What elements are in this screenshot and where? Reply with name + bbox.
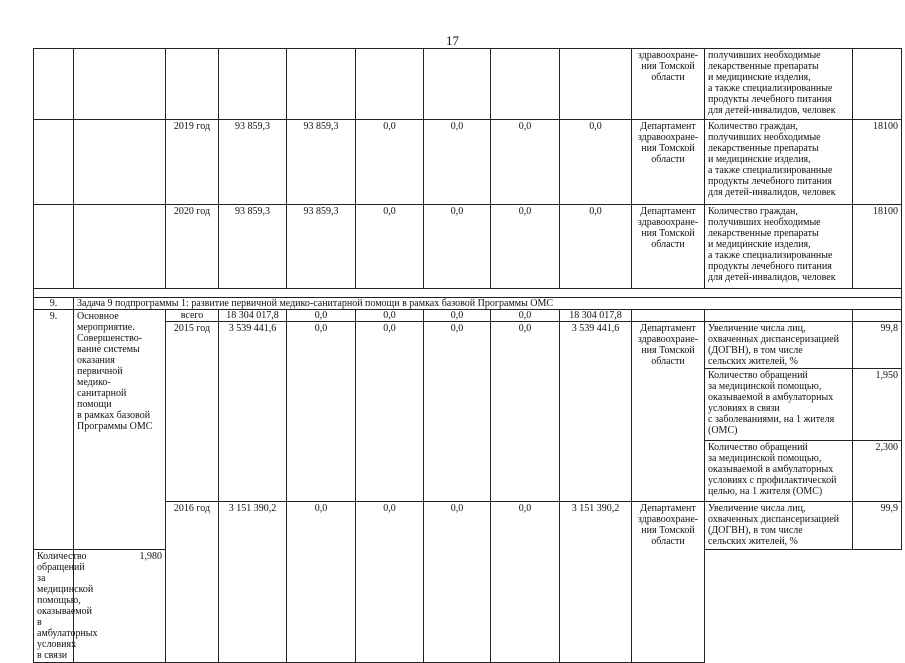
indicator-cell: получивших необходимые лекарственные препараты и медицинские изделия, а также специализированные продукты лечебного питания для детей-инвалидов, человек <box>705 49 853 120</box>
value-cell: 0,0 <box>491 120 560 205</box>
value-cell: 0,0 <box>491 502 560 663</box>
value-cell: 0,0 <box>424 322 491 502</box>
executor-cell: Департамент здравоохране- ния Томской области <box>632 205 705 289</box>
indicator-cell: Количество обращений за медицинской помощью, оказываемой в амбулаторных условиях в связи с заболеваниями, на 1 жителя (ОМС) <box>705 369 853 441</box>
value-cell: 0,0 <box>287 502 356 663</box>
table-row <box>34 120 902 205</box>
indicator-cell: Количество обращений за медицинской помощью, оказываемой в амбулаторных условиях в связи <box>34 550 74 663</box>
table-row <box>34 205 902 289</box>
value-cell: 0,0 <box>356 205 424 289</box>
value-cell: 3 151 390,2 <box>560 502 632 663</box>
table-row <box>34 289 902 298</box>
indicator-cell: Количество обращений за медицинской помощью, оказываемой в амбулаторных условиях с профилактической целью, на 1 жителя (ОМС) <box>705 441 853 502</box>
indicator-cell: Увеличение числа лиц, охваченных диспансеризацией (ДОГВН), в том числе сельских жителей, % <box>705 322 853 369</box>
row-number <box>34 205 74 289</box>
executor-cell: Департамент здравоохране- ния Томской области <box>632 120 705 205</box>
task-row <box>34 298 902 310</box>
target-cell: 99,8 <box>853 322 902 369</box>
value-cell: 0,0 <box>356 310 424 322</box>
value-cell: 0,0 <box>356 120 424 205</box>
target-cell: 99,9 <box>853 502 902 550</box>
value-cell: 93 859,3 <box>287 120 356 205</box>
target-cell: 2,300 <box>853 441 902 502</box>
value-cell: 0,0 <box>491 205 560 289</box>
target-cell: 18100 <box>853 120 902 205</box>
row-number: 9. <box>34 298 74 310</box>
page-number: 17 <box>446 33 459 48</box>
value-cell <box>560 49 632 120</box>
measure-name <box>74 49 166 120</box>
year-cell: 2015 год <box>166 322 219 502</box>
year-cell: 2019 год <box>166 120 219 205</box>
measure-name <box>74 205 166 289</box>
executor-cell: здравоохране- ния Томской области <box>632 49 705 120</box>
value-cell <box>287 49 356 120</box>
value-cell: 93 859,3 <box>219 205 287 289</box>
value-cell: 0,0 <box>356 502 424 663</box>
year-cell <box>166 49 219 120</box>
value-cell <box>491 49 560 120</box>
value-cell: 0,0 <box>560 205 632 289</box>
value-cell: 0,0 <box>424 502 491 663</box>
value-cell: 93 859,3 <box>219 120 287 205</box>
executor-cell: Департамент здравоохране- ния Томской области <box>632 322 705 502</box>
value-cell: 0,0 <box>491 322 560 502</box>
indicator-cell: Количество граждан, получивших необходимые лекарственные препараты и медицинские изделия, а также специализированные продукты лечебного питания для детей-инвалидов, человек <box>705 205 853 289</box>
task-title: Задача 9 подпрограммы 1: развитие первичной медико-санитарной помощи в рамках базовой Программы ОМС <box>74 298 902 310</box>
value-cell <box>424 49 491 120</box>
program-table <box>33 48 902 663</box>
target-cell: 1,980 <box>74 550 166 663</box>
row-number <box>34 120 74 205</box>
value-cell: 0,0 <box>560 120 632 205</box>
spacer-row <box>34 289 902 298</box>
year-cell: 2020 год <box>166 205 219 289</box>
value-cell: 0,0 <box>424 205 491 289</box>
executor-cell <box>632 310 705 322</box>
indicator-cell: Количество граждан, получивших необходимые лекарственные препараты и медицинские изделия, а также специализированные продукты лечебного питания для детей-инвалидов, человек <box>705 120 853 205</box>
target-cell: 18100 <box>853 205 902 289</box>
target-cell <box>853 310 902 322</box>
target-cell <box>853 49 902 120</box>
value-cell: 0,0 <box>424 120 491 205</box>
table-row <box>34 310 902 322</box>
value-cell: 3 539 441,6 <box>219 322 287 502</box>
value-cell <box>356 49 424 120</box>
target-cell: 1,950 <box>853 369 902 441</box>
value-cell: 0,0 <box>287 322 356 502</box>
value-cell: 18 304 017,8 <box>560 310 632 322</box>
row-number <box>34 49 74 120</box>
year-cell: всего <box>166 310 219 322</box>
value-cell: 18 304 017,8 <box>219 310 287 322</box>
value-cell <box>219 49 287 120</box>
value-cell: 0,0 <box>424 310 491 322</box>
value-cell: 0,0 <box>287 310 356 322</box>
value-cell: 0,0 <box>356 322 424 502</box>
table-row <box>34 49 902 120</box>
value-cell: 0,0 <box>491 310 560 322</box>
value-cell: 3 151 390,2 <box>219 502 287 663</box>
measure-name <box>74 120 166 205</box>
value-cell: 93 859,3 <box>287 205 356 289</box>
measure-name: Основное мероприятие. Совершенство- вание системы оказания первичной медико- санитарной помощи в рамках базовой Программы ОМС <box>74 310 166 550</box>
value-cell: 3 539 441,6 <box>560 322 632 502</box>
indicator-cell: Увеличение числа лиц, охваченных диспансеризацией (ДОГВН), в том числе сельских жителей, % <box>705 502 853 550</box>
indicator-cell <box>705 310 853 322</box>
row-number: 9. <box>34 310 74 550</box>
executor-cell: Департамент здравоохране- ния Томской области <box>632 502 705 663</box>
year-cell: 2016 год <box>166 502 219 663</box>
